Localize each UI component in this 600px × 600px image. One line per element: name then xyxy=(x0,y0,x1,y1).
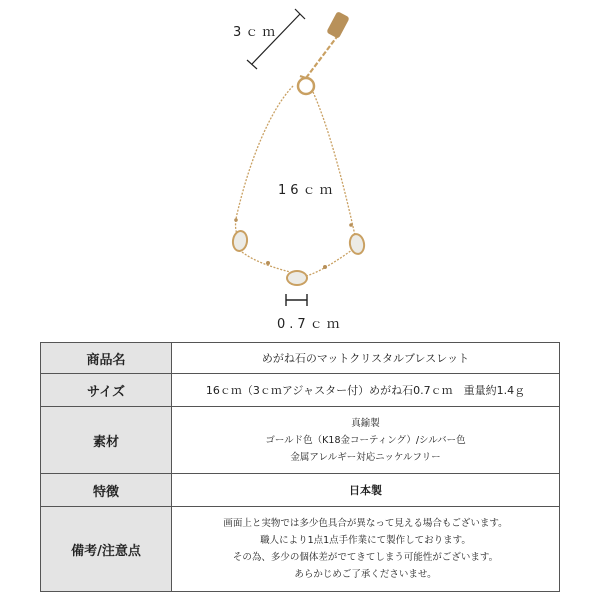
chain-bottom-right xyxy=(306,250,352,276)
feature-value: 日本製 xyxy=(172,474,560,507)
chain-left xyxy=(236,86,293,240)
row-header-product-name: 商品名 xyxy=(41,343,172,374)
notes-line: 職人により1点1点手作業にて製作しております。 xyxy=(260,535,471,546)
table-row-notes xyxy=(41,507,560,592)
chain-bead xyxy=(323,265,327,269)
chain-bottom-left xyxy=(242,252,290,272)
chain-bead xyxy=(349,223,353,227)
row-header-material: 素材 xyxy=(41,407,172,474)
table-row-product-name xyxy=(41,343,560,374)
material-line: 金属アレルギー対応ニッケルフリー xyxy=(290,451,441,463)
spec-table xyxy=(40,342,560,592)
stone-center xyxy=(286,270,308,286)
table-row-size xyxy=(41,374,560,407)
notes-line: あらかじめご了承くださいませ。 xyxy=(294,569,437,580)
adjuster-length-label: 3ｃｍ xyxy=(233,25,280,40)
material-line: 真鍮製 xyxy=(351,417,380,429)
stone-right xyxy=(347,232,367,256)
product-name-value: めがね石のマットクリスタルブレスレット xyxy=(172,343,560,374)
row-header-size: サイズ xyxy=(41,374,172,407)
table-row-feature xyxy=(41,474,560,507)
brand-tag xyxy=(326,11,350,39)
chain-bead xyxy=(266,261,270,265)
material-line: ゴールド色（K18金コーティング）/シルバー色 xyxy=(265,434,466,446)
stone-left xyxy=(231,229,250,253)
row-header-notes: 備考/注意点 xyxy=(41,507,172,592)
notes-line: 画面上と実物では多少色具合が異なって見える場合もございます。 xyxy=(223,518,508,529)
material-value xyxy=(172,407,560,474)
bracelet-length-label: 16ｃｍ xyxy=(278,183,337,198)
size-value: 16ｃｍ（3ｃｍアジャスター付）めがね石0.7ｃｍ 重量約1.4ｇ xyxy=(172,374,560,407)
notes-value xyxy=(172,507,560,592)
stone-size-label: 0.7ｃｍ xyxy=(277,317,344,332)
dimension-line-stone xyxy=(286,294,307,306)
clasp-ring xyxy=(298,76,314,94)
chain-bead xyxy=(234,218,238,222)
notes-line: その為、多少の個体差がでてきてしまう可能性がございます。 xyxy=(232,552,499,563)
table-row-material xyxy=(41,407,560,474)
chain-right xyxy=(313,92,356,240)
row-header-feature: 特徴 xyxy=(41,474,172,507)
adjuster-chain xyxy=(306,31,341,78)
